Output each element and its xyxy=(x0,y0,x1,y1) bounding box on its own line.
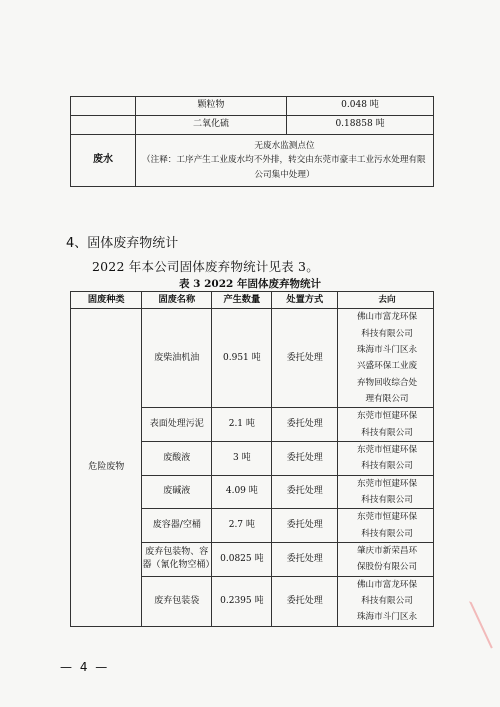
destination-line: 佛山市富龙环保 xyxy=(356,312,418,323)
pollutant-value: 0.048 吨 xyxy=(287,97,434,116)
waste-name: 废碱液 xyxy=(142,475,212,509)
table-body xyxy=(71,309,434,626)
waste-name: 表面处理污泥 xyxy=(142,408,212,442)
destination-cell xyxy=(338,542,434,576)
table-row xyxy=(71,116,434,135)
wastewater-line: （注释：工序产生工业废水均不外排，转交由东莞市豪丰工业污水处理有限 xyxy=(142,155,426,166)
destination-line: 东莞市恒建环保 xyxy=(356,411,418,422)
destination-line: 珠海市斗门区永 xyxy=(356,344,418,355)
destination-line: 科技有限公司 xyxy=(361,461,413,472)
waste-amount: 0.0825 吨 xyxy=(212,542,272,576)
waste-name: 废容器/空桶 xyxy=(142,509,212,543)
table-row xyxy=(71,135,434,187)
destination-cell xyxy=(338,441,434,475)
header-destination: 去向 xyxy=(338,292,434,309)
destination-line: 东莞市恒建环保 xyxy=(356,444,418,455)
disposal-method: 委托处理 xyxy=(272,441,338,475)
disposal-method: 委托处理 xyxy=(272,576,338,626)
section-heading: 4、固体废弃物统计 xyxy=(66,236,179,251)
blank-cell xyxy=(71,97,136,116)
destination-line: 科技有限公司 xyxy=(361,528,413,539)
destination-line: 佛山市富龙环保 xyxy=(356,579,418,590)
header-name: 固废名称 xyxy=(142,292,212,309)
destination-line: 保股份有限公司 xyxy=(356,562,418,573)
emissions-table-continuation xyxy=(70,96,434,187)
destination-cell xyxy=(338,309,434,408)
waste-amount: 2.7 吨 xyxy=(212,509,272,543)
blank-cell xyxy=(71,116,136,135)
waste-name: 废酸液 xyxy=(142,441,212,475)
wastewater-label: 废水 xyxy=(71,135,136,187)
destination-line: 东莞市恒建环保 xyxy=(356,512,418,523)
disposal-method: 委托处理 xyxy=(272,309,338,408)
waste-name: 废弃包装物、容器（氰化物空桶） xyxy=(142,542,212,576)
table-caption: 表 3 2022 年固体废弃物统计 xyxy=(179,278,321,290)
destination-cell xyxy=(338,408,434,442)
destination-line: 肇庆市新荣昌环 xyxy=(356,545,418,556)
destination-line: 科技有限公司 xyxy=(361,427,413,438)
destination-line: 珠海市斗门区永 xyxy=(356,612,418,623)
disposal-method: 委托处理 xyxy=(272,408,338,442)
destination-line: 东莞市恒建环保 xyxy=(356,478,418,489)
disposal-method: 委托处理 xyxy=(272,509,338,543)
wastewater-note xyxy=(136,135,434,187)
destination-line: 科技有限公司 xyxy=(361,494,413,505)
waste-name: 废弃包装袋 xyxy=(142,576,212,626)
header-method: 处置方式 xyxy=(272,292,338,309)
waste-amount: 0.951 吨 xyxy=(212,309,272,408)
header-amount: 产生数量 xyxy=(212,292,272,309)
section-paragraph: 2022 年本公司固体废弃物统计见表 3。 xyxy=(92,259,319,274)
waste-amount: 4.09 吨 xyxy=(212,475,272,509)
wastewater-line: 公司集中处理） xyxy=(254,169,315,180)
disposal-method: 委托处理 xyxy=(272,542,338,576)
destination-line: 科技有限公司 xyxy=(361,328,413,339)
waste-amount: 3 吨 xyxy=(212,441,272,475)
pollutant-name: 二氧化硫 xyxy=(136,116,287,135)
disposal-method: 委托处理 xyxy=(272,475,338,509)
wastewater-line: 无废水监测点位 xyxy=(254,140,315,151)
header-row xyxy=(71,292,434,309)
waste-amount: 2.1 吨 xyxy=(212,408,272,442)
header-category: 固废种类 xyxy=(71,292,142,309)
table-row xyxy=(71,97,434,116)
category-cell: 危险废物 xyxy=(71,309,142,626)
destination-line: 科技有限公司 xyxy=(361,595,413,606)
waste-name: 废柴油机油 xyxy=(142,309,212,408)
destination-cell xyxy=(338,475,434,509)
seal-stamp-edge xyxy=(469,584,500,649)
solid-waste-table xyxy=(70,291,434,627)
page-number: — 4 — xyxy=(60,660,110,674)
waste-amount: 0.2395 吨 xyxy=(212,576,272,626)
destination-cell xyxy=(338,576,434,626)
destination-cell xyxy=(338,509,434,543)
pollutant-value: 0.18858 吨 xyxy=(287,116,434,135)
pollutant-name: 颗粒物 xyxy=(136,97,287,116)
destination-line: 兴盛环保工业废 xyxy=(356,361,418,372)
destination-line: 弃物回收综合处 xyxy=(356,377,418,388)
table-row xyxy=(71,309,434,408)
destination-line: 理有限公司 xyxy=(365,393,409,404)
